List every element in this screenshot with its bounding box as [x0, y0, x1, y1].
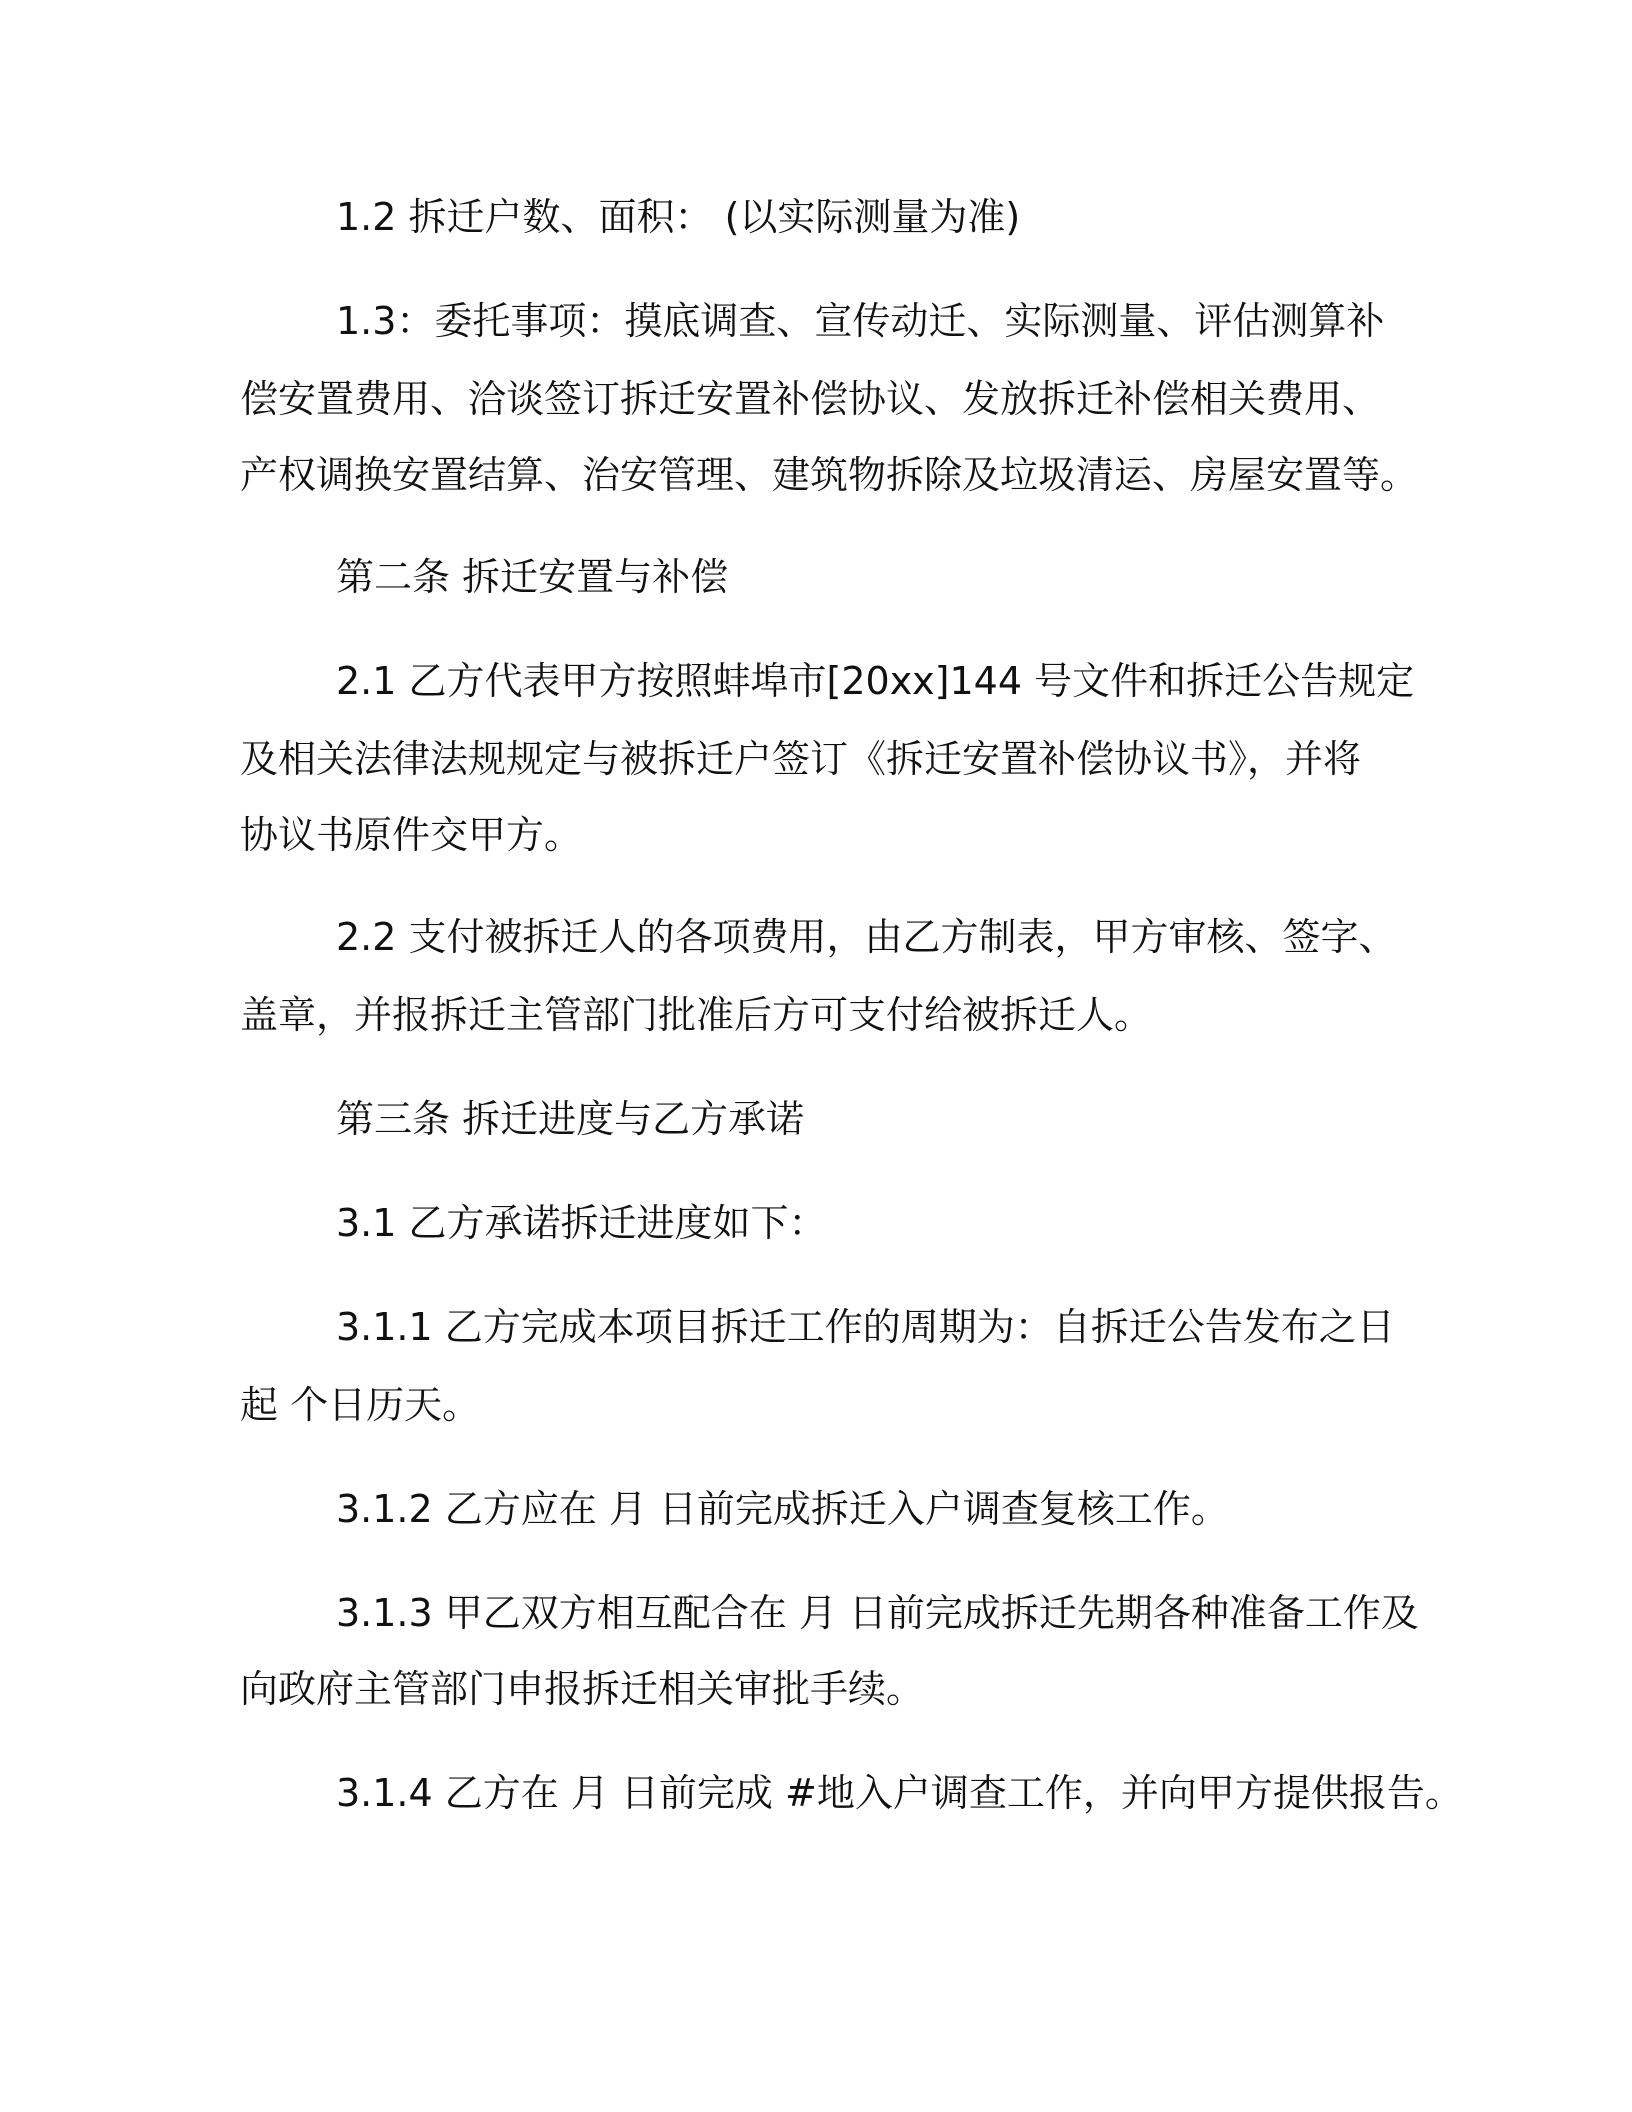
- text-line: 第三条 拆迁进度与乙方承诺: [336, 1097, 805, 1141]
- text-line: 2.1 乙方代表甲方按照蚌埠市[20xx]144 号文件和拆迁公告规定: [336, 659, 1415, 703]
- text-line: 协议书原件交甲方。: [240, 813, 583, 857]
- text-line: 3.1.4 乙方在 月 日前完成 #地入户调查工作，并向甲方提供报告。: [336, 1771, 1463, 1815]
- text-line: 1.2 拆迁户数、面积： (以实际测量为准): [336, 195, 1021, 239]
- text-line: 3.1.1 乙方完成本项目拆迁工作的周期为：自拆迁公告发布之日: [336, 1305, 1395, 1349]
- text-line: 2.2 支付被拆迁人的各项费用，由乙方制表，甲方审核、签字、: [336, 915, 1397, 959]
- text-line: 第二条 拆迁安置与补偿: [336, 555, 729, 599]
- text-line: 3.1.3 甲乙双方相互配合在 月 日前完成拆迁先期各种准备工作及: [336, 1591, 1419, 1635]
- text-line: 盖章，并报拆迁主管部门批准后方可支付给被拆迁人。: [240, 993, 1153, 1037]
- text-line: 产权调换安置结算、治安管理、建筑物拆除及垃圾清运、房屋安置等。: [240, 453, 1419, 497]
- text-line: 及相关法律法规规定与被拆迁户签订《拆迁安置补偿协议书》，并将: [240, 737, 1362, 781]
- text-line: 起 个日历天。: [240, 1383, 481, 1427]
- text-line: 3.1.2 乙方应在 月 日前完成拆迁入户调查复核工作。: [336, 1487, 1229, 1531]
- text-line: 向政府主管部门申报拆迁相关审批手续。: [240, 1667, 925, 1711]
- text-line: 1.3：委托事项：摸底调查、宣传动迁、实际测量、评估测算补: [336, 299, 1385, 343]
- text-line: 3.1 乙方承诺拆迁进度如下：: [336, 1201, 827, 1245]
- text-line: 偿安置费用、洽谈签订拆迁安置补偿协议、发放拆迁补偿相关费用、: [240, 377, 1381, 421]
